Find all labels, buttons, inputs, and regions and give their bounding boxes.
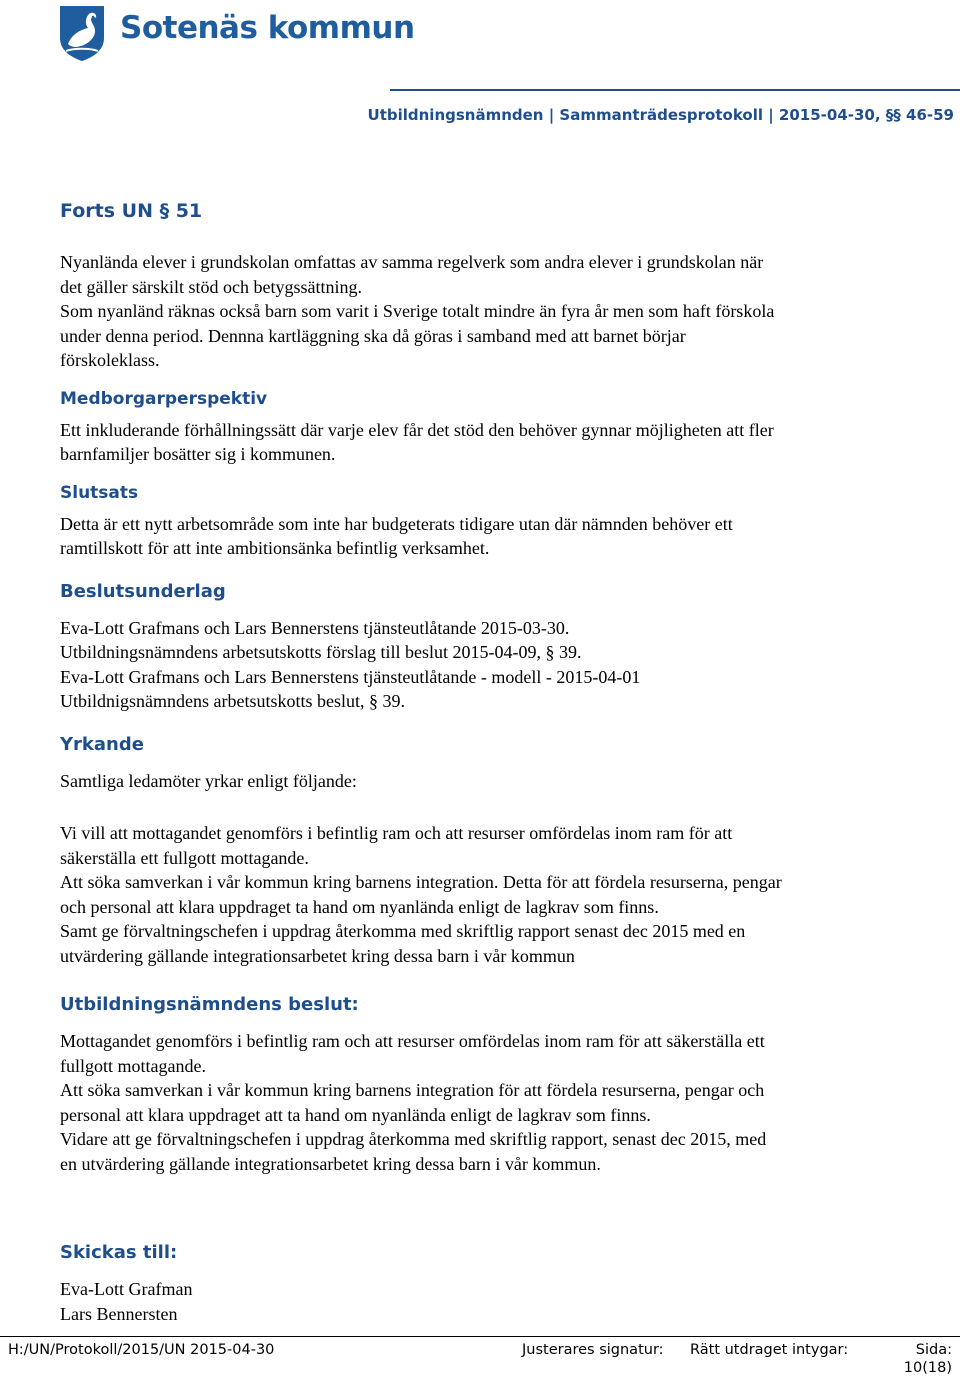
medborgar-line: Ett inkluderande förhållningssätt där varje elev får det stöd den behöver gynnar möjligheten att fler: [60, 419, 774, 440]
medborgar-heading: Medborgarperspektiv: [60, 388, 268, 409]
page-label: Sida:: [915, 1342, 952, 1358]
signature-label: Justerares signatur:: [522, 1342, 664, 1358]
skickas-list: [60, 1277, 910, 1326]
intro-section: [60, 250, 910, 373]
intro-line: Som nyanländ räknas också barn som varit i Sverige totalt mindre än fyra år men som haft förskola: [60, 301, 775, 321]
yrkande-line: och personal att klara uppdraget ta hand om nyanlända enligt de lagkrav som finns.: [60, 896, 659, 917]
beslutsunderlag-section: [60, 616, 910, 714]
yrkande-intro: Samtliga ledamöter yrkar enligt följande:: [60, 770, 357, 791]
header-title: Utbildningsnämnden | Sammanträdesprotokoll | 2015-04-30, §§ 46-59: [367, 106, 954, 124]
beslutsunderlag-item: Eva-Lott Grafmans och Lars Bennerstens tjänsteutlåtande 2015-03-30.: [60, 617, 570, 638]
beslutsunderlag-item: Eva-Lott Grafmans och Lars Bennerstens tjänsteutlåtande - modell - 2015-04-01: [60, 666, 641, 687]
beslut-line: fullgott mottagande.: [60, 1055, 206, 1076]
recipient: Eva-Lott Grafman: [60, 1279, 193, 1299]
header-divider: [390, 89, 960, 91]
slutsats-line: ramtillskott för att inte ambitionsänka befintlig verksamhet.: [60, 538, 490, 558]
beslutsunderlag-item: Utbildningsnämndens arbetsutskotts förslag till beslut 2015-04-09, § 39.: [60, 642, 582, 662]
intro-line: Nyanlända elever i grundskolan omfattas av samma regelverk som andra elever i grundskolan när: [60, 252, 764, 272]
yrkande-section: [60, 821, 910, 968]
footer-divider: [0, 1336, 960, 1337]
yrkande-line: Samt ge förvaltningschefen i uppdrag återkomma med skriftlig rapport senast dec 2015 med en: [60, 921, 746, 941]
beslut-line: Mottagandet genomförs i befintlig ram och att resurser omfördelas inom ram för att säkerställa ett: [60, 1031, 765, 1051]
beslut-section: [60, 1029, 910, 1176]
certify-label: Rätt utdraget intygar:: [690, 1342, 849, 1358]
yrkande-heading: Yrkande: [60, 733, 144, 755]
medborgar-section: [60, 418, 910, 467]
beslut-line: Att söka samverkan i vår kommun kring barnens integration för att fördela resurserna, pengar och: [60, 1080, 765, 1100]
intro-line: förskoleklass.: [60, 350, 160, 370]
intro-line: det gäller särskilt stöd och betygssättning.: [60, 276, 362, 297]
beslut-line: Vidare att ge förvaltningschefen i uppdrag återkomma med skriftlig rapport, senast dec 2015, med: [60, 1129, 767, 1149]
yrkande-line: Vi vill att mottagandet genomförs i befintlig ram och att resurser omfördelas inom ram för att: [60, 823, 733, 843]
medborgar-line: barnfamiljer bosätter sig i kommunen.: [60, 444, 336, 464]
document-body: [60, 200, 910, 1326]
beslut-heading: Utbildningsnämndens beslut:: [60, 994, 359, 1015]
slutsats-line: Detta är ett nytt arbetsområde som inte har budgeterats tidigare utan där nämnden behöver ett: [60, 513, 733, 534]
slutsats-heading: Slutsats: [60, 482, 139, 503]
logo: [58, 4, 415, 62]
skickas-heading: Skickas till:: [60, 1242, 178, 1263]
beslutsunderlag-heading: Beslutsunderlag: [60, 580, 226, 602]
yrkande-line: säkerställa ett fullgott mottagande.: [60, 847, 309, 868]
slutsats-section: [60, 512, 910, 561]
beslut-line: en utvärdering gällande integrationsarbetet kring dessa barn i vår kommun.: [60, 1153, 601, 1174]
yrkande-line: Att söka samverkan i vår kommun kring barnens integration. Detta för att fördela resurserna, pengar: [60, 872, 782, 892]
recipient: Lars Bennersten: [60, 1303, 178, 1324]
logo-text: Sotenäs kommun: [120, 10, 415, 46]
yrkande-line: utvärdering gällande integrationsarbetet kring dessa barn i vår kommun: [60, 945, 575, 966]
crest-icon: [58, 4, 106, 62]
page-number: 10(18): [903, 1360, 952, 1376]
file-path: H:/UN/Protokoll/2015/UN 2015-04-30: [8, 1342, 275, 1358]
page-title: Forts UN § 51: [60, 200, 203, 222]
intro-line: under denna period. Dennna kartläggning ska då göras i samband med att barnet börjar: [60, 325, 686, 346]
beslutsunderlag-item: Utbildnigsnämndens arbetsutskotts beslut, § 39.: [60, 691, 405, 711]
beslut-line: personal att klara uppdraget att ta hand om nyanlända enligt de lagkrav som finns.: [60, 1104, 651, 1125]
